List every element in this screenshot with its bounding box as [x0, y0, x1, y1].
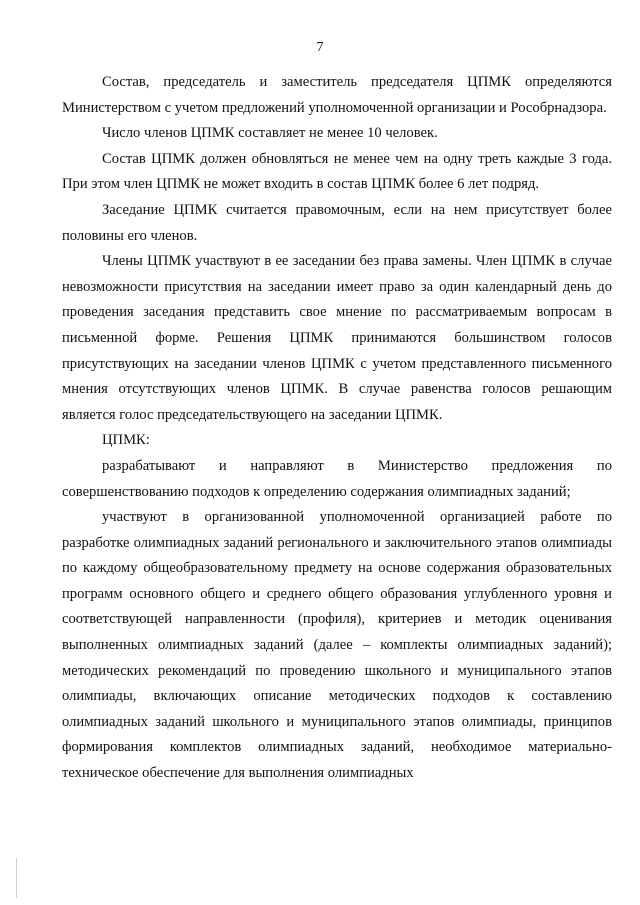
paragraph-composition: Состав, председатель и заместитель председателя ЦПМК определяются Министерством с учетом предложений уполномоченной организации и Рособрнадзора.: [62, 74, 612, 116]
page-number: 7: [316, 40, 324, 55]
document-body: [62, 70, 612, 787]
paragraph-proposals: разрабатывают и направляют в Министерство предложения по совершенствованию подходов к определению содержания олимпиадных заданий;: [62, 457, 612, 500]
scan-margin-mark: [16, 858, 17, 898]
paragraph-quorum: Заседание ЦПМК считается правомочным, если на нем присутствует более половины его членов.: [62, 201, 612, 244]
paragraph-participation: Члены ЦПМК участвуют в ее заседании без права замены. Член ЦПМК в случае невозможности присутствия на заседании имеет право за один календарный день до проведения заседания представить свое мнение по рассматриваемым вопросам в письменной форме. Решения ЦПМК принимаются большинством голосов присутствующих на заседании членов ЦПМК с учетом представленного письменного мнения отсутствующих членов ЦПМК. В случае равенства голосов решающим является голос председательствующего на заседании ЦПМК.: [62, 253, 612, 423]
paragraph-renewal: Состав ЦПМК должен обновляться не менее чем на одну треть каждые 3 года. При этом член ЦПМК не может входить в состав ЦПМК более 6 лет подряд.: [62, 150, 612, 193]
paragraph-cpmk-heading: ЦПМК:: [102, 432, 150, 449]
paragraph-member-count: Число членов ЦПМК составляет не менее 10 человек.: [102, 125, 438, 142]
paragraph-tasks-development: участвуют в организованной уполномоченной организацией работе по разработке олимпиадных заданий регионального и заключительного этапов олимпиады по каждому общеобразовательному предмету на основе содержания образовательных программ основного общего и среднего общего образования углубленного уровня и соответствующей направленности (профиля), критериев и методик оценивания выполненных олимпиадных заданий (далее – комплекты олимпиадных заданий); методических рекомендаций по проведению школьного и муниципального этапов олимпиады, включающих описание методических подходов к составлению олимпиадных заданий школьного и муниципального этапов олимпиады, принципов формирования комплектов олимпиадных заданий, необходимое материально-техническое обеспечение для выполнения олимпиадных: [62, 509, 612, 782]
